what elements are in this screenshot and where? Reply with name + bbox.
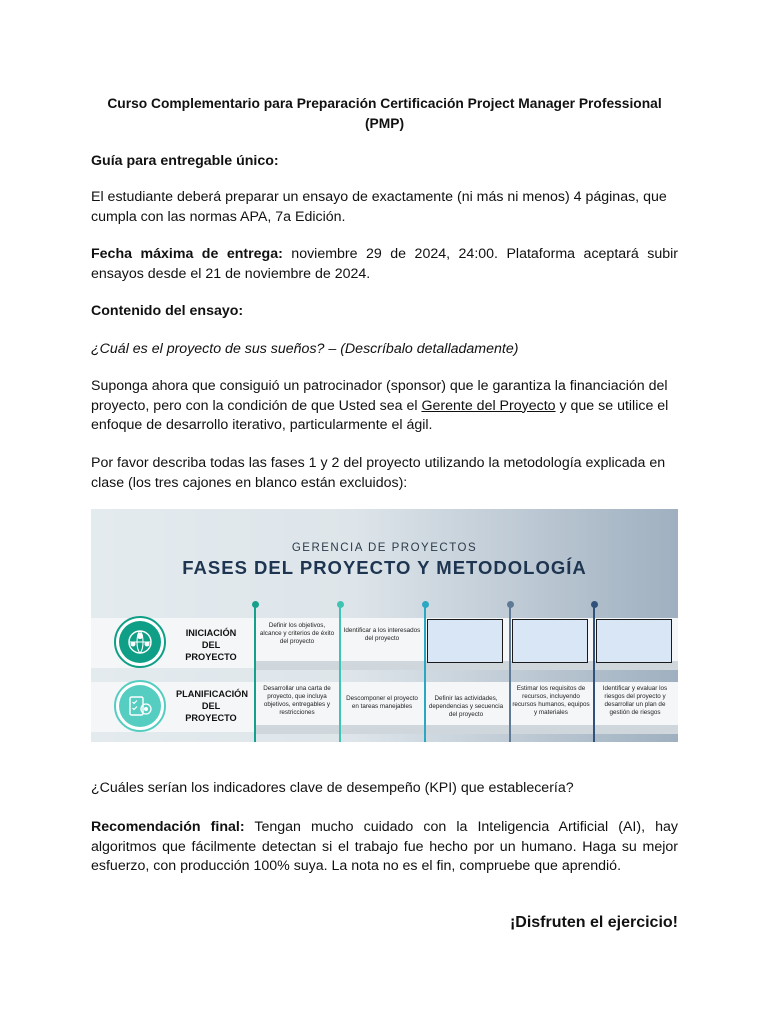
recommendation-paragraph xyxy=(91,818,678,877)
blank-box-2 xyxy=(512,619,588,663)
planning-cell-3: Definir las actividades, dependencias y secuencia del proyecto xyxy=(428,695,504,718)
timeline-line-3 xyxy=(424,605,426,742)
team-network-icon xyxy=(119,621,161,663)
sponsor-text-after: y que se utilice el enfoque de desarrollo iterativo, particularmente el ágil. xyxy=(91,397,669,433)
timeline-line-5 xyxy=(593,605,595,742)
timeline-line-2 xyxy=(339,605,341,742)
phase-planning-label: PLANIFICACIÓN DEL PROYECTO xyxy=(176,689,248,723)
infographic-subtitle: GERENCIA DE PROYECTOS xyxy=(291,542,478,554)
closing-line: ¡Disfruten el ejercicio! xyxy=(509,914,678,931)
deadline-label: Fecha máxima de entrega: xyxy=(91,246,283,262)
planning-cell-1: Desarrollar una carta de proyecto, que incluya objetivos, entregables y restricciones xyxy=(263,685,331,716)
kpi-question: ¿Cuáles serían los indicadores clave de desempeño (KPI) que establecería? xyxy=(91,780,574,796)
sponsor-paragraph xyxy=(91,377,678,436)
content-heading: Contenido del ensayo: xyxy=(91,303,244,319)
initiation-cell-1: Definir los objetivos, alcance y criterios de éxito del proyecto xyxy=(259,622,335,645)
timeline-dot-5 xyxy=(591,601,598,608)
planning-cell-4: Estimar los requisitos de recursos, incluyendo recursos humanos, equipos y materiales xyxy=(512,685,590,716)
deadline-text: noviembre 29 de 2024, 24:00. Plataforma aceptará subir ensayos desde el 21 de noviembre de 2024. xyxy=(91,246,678,282)
blank-box-3 xyxy=(596,619,672,663)
blank-box-1 xyxy=(427,619,503,663)
infographic-title: FASES DEL PROYECTO Y METODOLOGÍA xyxy=(182,557,587,578)
timeline-dot-4 xyxy=(507,601,514,608)
phase-initiation-label: INICIACIÓN DEL PROYECTO xyxy=(185,628,237,662)
recommendation-label: Recomendación final: xyxy=(91,819,245,835)
timeline-dot-3 xyxy=(422,601,429,608)
guide-heading: Guía para entregable único: xyxy=(91,153,279,169)
checklist-target-icon xyxy=(119,685,161,727)
initiation-cell-2: Identificar a los interesados del proyecto xyxy=(343,627,421,642)
planning-cell-2: Descomponer el proyecto en tareas manejables xyxy=(346,695,418,710)
timeline-dot-2 xyxy=(337,601,344,608)
deadline-paragraph xyxy=(91,245,678,284)
initiation-icon-circle xyxy=(114,616,166,668)
project-phases-infographic xyxy=(91,509,678,742)
document-title: Curso Complementario para Preparación Certificación Project Manager Professional (PMP) xyxy=(107,96,662,131)
timeline-line-4 xyxy=(509,605,511,742)
phases-request-paragraph: Por favor describa todas las fases 1 y 2 del proyecto utilizando la metodología explicada en clase (los tres cajones en blanco están excluidos): xyxy=(91,455,666,491)
dream-project-question: ¿Cuál es el proyecto de sus sueños? – (Descríbalo detalladamente) xyxy=(91,341,519,357)
intro-paragraph: El estudiante deberá preparar un ensayo de exactamente (ni más ni menos) 4 páginas, que cumpla con las normas APA, 7a Edición. xyxy=(91,189,667,225)
timeline-line-1 xyxy=(254,605,256,742)
recommendation-text: Tengan mucho cuidado con la Inteligencia Artificial (AI), hay algoritmos que fácilmente detectan si el trabajo fue hecho por un humano. Haga su mejor esfuerzo, con producción 100% suya. La nota no es el fin, compruebe que aprendió. xyxy=(91,819,678,874)
planning-icon-circle xyxy=(114,680,166,732)
project-manager-underlined: Gerente del Proyecto xyxy=(421,397,556,414)
timeline-dot-1 xyxy=(252,601,259,608)
planning-cell-5: Identificar y evaluar los riesgos del proyecto y desarrollar un plan de gestión de riesgos xyxy=(602,685,668,716)
row-strip-planning xyxy=(256,725,678,734)
sponsor-text-before: Suponga ahora que consiguió un patrocinador (sponsor) que le garantiza la financiación del proyecto, pero con la condición de que Usted sea el xyxy=(91,378,668,414)
